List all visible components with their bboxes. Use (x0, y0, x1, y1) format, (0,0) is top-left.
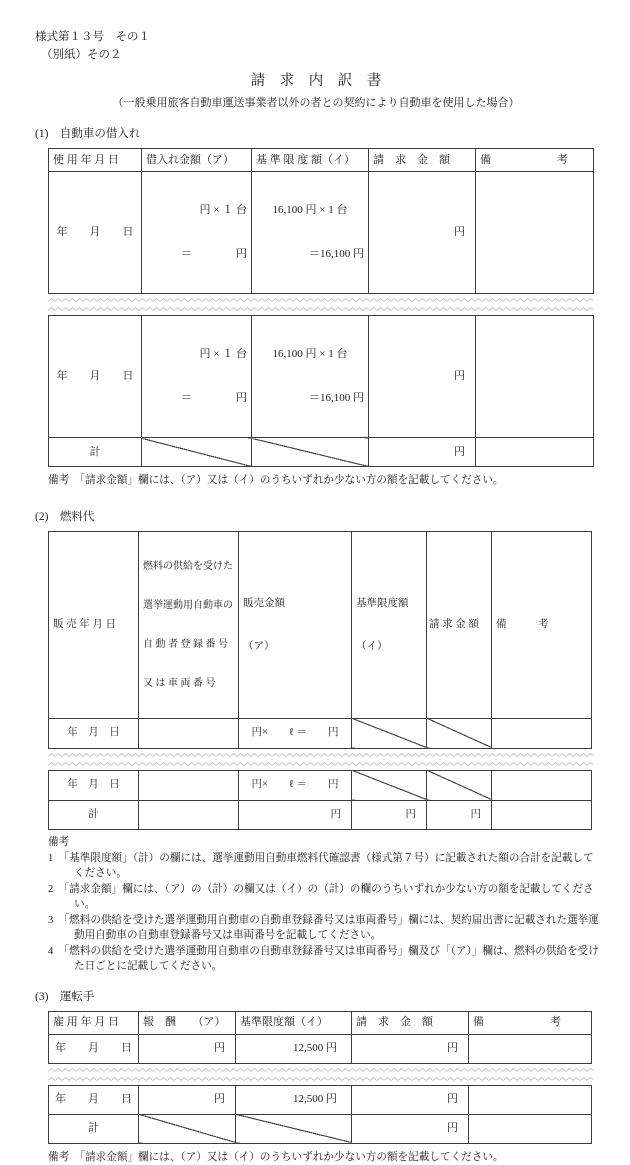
rental-amount-cell (142, 171, 252, 293)
driver-total-pay-slash (139, 1114, 236, 1143)
driver-claim-cell: 円 (352, 1034, 469, 1063)
fuel-data-row (49, 718, 592, 748)
fuel-col-amount (239, 531, 352, 718)
driver-pay-cell: 円 (139, 1034, 236, 1063)
rental-amount-cell (142, 316, 252, 438)
driver-limit-cell: 12,500 円 (236, 1085, 352, 1114)
fuel-amount-hdr-line2: （ア） (243, 641, 275, 653)
fuel-date-cell: 年 月 日 (49, 718, 139, 748)
page-title: 請 求 内 訳 書 (250, 73, 382, 90)
driver-data-row (49, 1034, 592, 1063)
fuel-note-3: 3 「燃料の供給を受けた選挙運動用自動車の自動車登録番号又は車両番号」欄には、契約届出書に記載された選挙運動用自動車の自動車登録番号又は車両番号を記載してください。 (48, 915, 599, 942)
fuel-date-cell: 年 月 日 (49, 770, 139, 800)
fuel-data-row (49, 770, 592, 800)
fuel-col-date: 販 売 年 月 日 (49, 531, 139, 718)
rental-remarks-cell (476, 171, 594, 293)
fuel-col-vehicle (139, 531, 239, 718)
driver-table-bottom (48, 1085, 592, 1144)
fuel-total-label: 計 (49, 800, 139, 829)
fuel-amount-hdr-line1: 販売金額 (243, 597, 285, 609)
fuel-vehicle-line3: 自 動 者 登 録 番 号 (143, 638, 228, 650)
driver-claim-cell: 円 (352, 1085, 469, 1114)
attachment-label: （別紙）その２ (41, 48, 122, 61)
fuel-vehicle-line1: 燃料の供給を受けた (143, 560, 233, 572)
fuel-vehicle-line2: 選挙運動用自動車の (143, 599, 233, 611)
fuel-col-limit (352, 531, 427, 718)
rental-amount-line1: 円 × １ 台 (199, 203, 247, 216)
rental-claim-cell: 円 (369, 316, 476, 438)
fuel-total-vehicle-cell (139, 800, 239, 829)
fuel-note-2: 2 「請求金額」欄には、（ア）の（計）の欄又は（イ）の（計）の欄のうちいずれか少ない方の額を記載してください。 (48, 883, 594, 911)
tear-line (48, 752, 593, 767)
driver-col-remarks: 備 考 (469, 1011, 592, 1034)
fuel-claim-slash (427, 770, 492, 800)
fuel-claim-slash (427, 718, 492, 748)
fuel-remarks-cell (492, 718, 592, 748)
rental-header-row (49, 148, 594, 171)
rental-claim-cell: 円 (369, 171, 476, 293)
driver-table-top (48, 1011, 592, 1064)
rental-date-cell: 年 月 日 (49, 171, 142, 293)
fuel-vehicle-cell (139, 718, 239, 748)
rental-table-top (48, 148, 594, 294)
rental-limit-line2: ＝16,100 円 (309, 392, 364, 405)
driver-total-remarks-cell (469, 1114, 592, 1143)
rental-amount-line1: 円 × １ 台 (199, 347, 247, 360)
fuel-total-remarks-cell (492, 800, 592, 829)
fuel-total-claim-cell: 円 (427, 800, 492, 829)
page-subtitle: （一般乗用旅客自動車運送事業者以外の者との契約により自動車を使用した場合） (112, 96, 520, 109)
driver-remarks-cell (469, 1034, 592, 1063)
rental-col-remarks: 備 考 (476, 148, 594, 171)
rental-total-claim-cell: 円 (369, 438, 476, 467)
rental-amount-line2: ＝ 円 (181, 248, 247, 261)
fuel-total-sale-cell: 円 (239, 800, 352, 829)
rental-total-remarks-cell (476, 438, 594, 467)
fuel-remarks-cell (492, 770, 592, 800)
rental-limit-line2: ＝16,100 円 (309, 248, 364, 261)
rental-col-date: 使 用 年 月 日 (49, 148, 142, 171)
fuel-limit-hdr-line1: 基準限度額 (356, 597, 409, 609)
fuel-limit-hdr-line2: （イ） (356, 641, 388, 653)
driver-date-cell: 年 月 日 (49, 1085, 139, 1114)
fuel-vehicle-cell (139, 770, 239, 800)
rental-note: 備考 「請求金額」欄には、（ア）又は（イ）のうちいずれか少ない方の額を記載してください。 (48, 475, 504, 487)
fuel-notes (48, 835, 600, 974)
fuel-total-limit-cell: 円 (352, 800, 427, 829)
fuel-note-4: 4 「燃料の供給を受けた選挙運動用自動車の自動車登録番号又は車両番号」欄及び「（ア）」欄は、燃料の供給を受けた日ごとに記載してください。 (48, 946, 599, 973)
driver-note: 備考 「請求金額」欄には、（ア）又は（イ）のうちいずれか少ない方の額を記載してください。 (48, 1151, 504, 1163)
rental-total-row (49, 438, 594, 467)
rental-data-row (49, 316, 594, 438)
rental-limit-cell (252, 171, 369, 293)
driver-limit-cell: 12,500 円 (236, 1034, 352, 1063)
fuel-sale-cell: 円× ℓ ＝ 円 (239, 718, 352, 748)
fuel-header-row (49, 531, 592, 718)
section-2-label: (2) 燃料代 (35, 511, 95, 524)
fuel-limit-slash (352, 718, 427, 748)
section-1-label: (1) 自動車の借入れ (35, 128, 141, 141)
driver-date-cell: 年 月 日 (49, 1034, 139, 1063)
driver-remarks-cell (469, 1085, 592, 1114)
driver-data-row (49, 1085, 592, 1114)
rental-limit-line1: 16,100 円 × 1 台 (272, 347, 348, 360)
fuel-vehicle-line4: 又 は 車 両 番 号 (143, 677, 216, 689)
rental-col-claim: 請 求 金 額 (369, 148, 476, 171)
fuel-table-bottom (48, 770, 592, 830)
driver-total-limit-slash (236, 1114, 352, 1143)
fuel-col-claim: 請 求 金 額 (427, 531, 492, 718)
driver-header-row (49, 1011, 592, 1034)
rental-total-limit-slash (252, 438, 369, 467)
rental-table-bottom (48, 315, 594, 467)
rental-limit-line1: 16,100 円 × 1 台 (272, 203, 348, 216)
driver-col-claim: 請 求 金 額 (352, 1011, 469, 1034)
rental-col-limit: 基 準 限 度 額（イ） (252, 148, 369, 171)
rental-amount-line2: ＝ 円 (181, 392, 247, 405)
fuel-table-top (48, 531, 592, 749)
fuel-total-row (49, 800, 592, 829)
rental-data-row (49, 171, 594, 293)
fuel-col-remarks: 備 考 (492, 531, 592, 718)
fuel-limit-slash (352, 770, 427, 800)
rental-remarks-cell (476, 316, 594, 438)
driver-total-row (49, 1114, 592, 1143)
rental-date-cell: 年 月 日 (49, 316, 142, 438)
form-number: 様式第１３号 その１ (35, 31, 150, 43)
driver-pay-cell: 円 (139, 1085, 236, 1114)
tear-line (48, 297, 593, 312)
driver-total-claim-cell: 円 (352, 1114, 469, 1143)
driver-col-date: 雇 用 年 月 日 (49, 1011, 139, 1034)
tear-line (48, 1067, 593, 1082)
fuel-notes-title: 備考 (48, 836, 70, 848)
section-3-label: (3) 運転手 (35, 991, 95, 1004)
rental-total-label: 計 (49, 438, 142, 467)
driver-total-label: 計 (49, 1114, 139, 1143)
fuel-note-1: 1 「基準限度額」（計）の欄には、選挙運動用自動車燃料代確認書（様式第７号）に記載された額の合計を記載してください。 (48, 852, 594, 879)
rental-total-amount-slash (142, 438, 252, 467)
driver-col-pay: 報 酬 （ア） (139, 1011, 236, 1034)
rental-limit-cell (252, 316, 369, 438)
driver-col-limit: 基準限度額（イ） (236, 1011, 352, 1034)
fuel-sale-cell: 円× ℓ ＝ 円 (239, 770, 352, 800)
rental-col-amount: 借入れ金額（ア） (142, 148, 252, 171)
